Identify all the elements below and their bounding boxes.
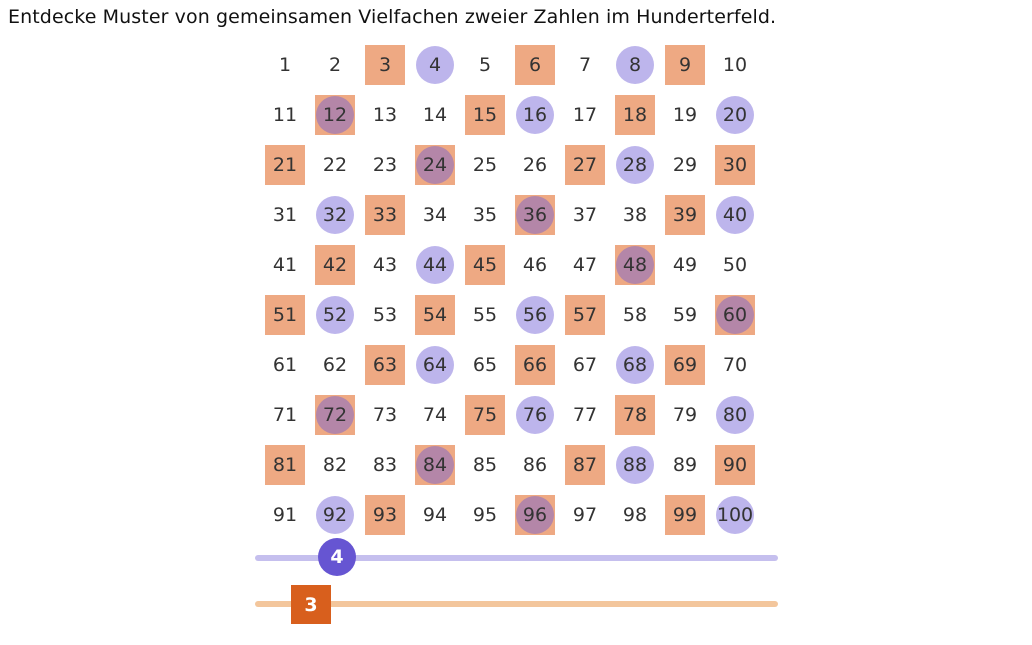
grid-cell xyxy=(510,340,560,390)
cell-number: 84 xyxy=(422,454,448,476)
cell-number: 32 xyxy=(322,204,348,226)
grid-cell xyxy=(460,140,510,190)
cell-number: 38 xyxy=(622,204,648,226)
cell-number: 88 xyxy=(622,454,648,476)
grid-cell xyxy=(560,90,610,140)
cell-number: 57 xyxy=(572,304,598,326)
cell-number: 19 xyxy=(672,104,698,126)
grid-cell xyxy=(410,90,460,140)
cell-number: 37 xyxy=(572,204,598,226)
grid-cell xyxy=(260,390,310,440)
grid-cell xyxy=(460,490,510,540)
cell-number: 76 xyxy=(522,404,548,426)
grid-cell xyxy=(360,90,410,140)
cell-number: 62 xyxy=(322,354,348,376)
grid-cell xyxy=(510,490,560,540)
cell-number: 9 xyxy=(678,54,692,76)
grid-cell xyxy=(360,40,410,90)
cell-number: 56 xyxy=(522,304,548,326)
cell-number: 66 xyxy=(522,354,548,376)
cell-number: 17 xyxy=(572,104,598,126)
grid-cell xyxy=(610,140,660,190)
grid-cell xyxy=(560,40,610,90)
grid-cell xyxy=(260,140,310,190)
cell-number: 1 xyxy=(278,54,292,76)
cell-number: 61 xyxy=(272,354,298,376)
cell-number: 34 xyxy=(422,204,448,226)
grid-cell xyxy=(660,90,710,140)
grid-cell xyxy=(410,140,460,190)
grid-cell xyxy=(610,440,660,490)
cell-number: 73 xyxy=(372,404,398,426)
cell-number: 13 xyxy=(372,104,398,126)
cell-number: 39 xyxy=(672,204,698,226)
cell-number: 68 xyxy=(622,354,648,376)
cell-number: 49 xyxy=(672,254,698,276)
cell-number: 86 xyxy=(522,454,548,476)
cell-number: 52 xyxy=(322,304,348,326)
grid-cell xyxy=(560,140,610,190)
grid-cell xyxy=(410,340,460,390)
grid-cell xyxy=(560,440,610,490)
grid-cell xyxy=(710,90,760,140)
grid-cell xyxy=(710,40,760,90)
grid-cell xyxy=(310,40,360,90)
grid-cell xyxy=(260,340,310,390)
grid-cell xyxy=(310,90,360,140)
grid-cell xyxy=(610,490,660,540)
grid-cell xyxy=(310,390,360,440)
grid-cell xyxy=(710,140,760,190)
cell-number: 6 xyxy=(528,54,542,76)
cell-number: 95 xyxy=(472,504,498,526)
grid-cell xyxy=(510,240,560,290)
cell-number: 93 xyxy=(372,504,398,526)
cell-number: 65 xyxy=(472,354,498,376)
grid-cell xyxy=(710,490,760,540)
grid-cell xyxy=(310,240,360,290)
cell-number: 25 xyxy=(472,154,498,176)
grid-cell xyxy=(460,190,510,240)
cell-number: 41 xyxy=(272,254,298,276)
cell-number: 15 xyxy=(472,104,498,126)
cell-number: 79 xyxy=(672,404,698,426)
cell-number: 46 xyxy=(522,254,548,276)
cell-number: 24 xyxy=(422,154,448,176)
grid-cell xyxy=(410,240,460,290)
grid-cell xyxy=(560,340,610,390)
grid-cell xyxy=(610,190,660,240)
grid-cell xyxy=(410,440,460,490)
cell-number: 96 xyxy=(522,504,548,526)
grid-cell xyxy=(710,240,760,290)
cell-number: 90 xyxy=(722,454,748,476)
cell-number: 44 xyxy=(422,254,448,276)
cell-number: 69 xyxy=(672,354,698,376)
cell-number: 42 xyxy=(322,254,348,276)
grid-cell xyxy=(660,140,710,190)
grid-cell xyxy=(460,390,510,440)
grid-cell xyxy=(410,40,460,90)
cell-number: 21 xyxy=(272,154,298,176)
grid-cell xyxy=(360,290,410,340)
cell-number: 28 xyxy=(622,154,648,176)
cell-number: 100 xyxy=(716,504,754,526)
cell-number: 67 xyxy=(572,354,598,376)
cell-number: 29 xyxy=(672,154,698,176)
grid-cell xyxy=(610,340,660,390)
cell-number: 18 xyxy=(622,104,648,126)
cell-number: 11 xyxy=(272,104,298,126)
grid-cell xyxy=(260,290,310,340)
cell-number: 45 xyxy=(472,254,498,276)
cell-number: 33 xyxy=(372,204,398,226)
cell-number: 59 xyxy=(672,304,698,326)
grid-cell xyxy=(260,240,310,290)
cell-number: 99 xyxy=(672,504,698,526)
task-title: Entdecke Muster von gemeinsamen Vielfachen zweier Zahlen im Hunderterfeld. xyxy=(8,6,777,28)
grid-cell xyxy=(610,290,660,340)
cell-number: 23 xyxy=(372,154,398,176)
cell-number: 75 xyxy=(472,404,498,426)
grid-cell xyxy=(660,290,710,340)
cell-number: 55 xyxy=(472,304,498,326)
cell-number: 4 xyxy=(428,54,442,76)
square-slider-handle[interactable]: 3 xyxy=(291,585,331,624)
grid-cell xyxy=(360,340,410,390)
cell-number: 97 xyxy=(572,504,598,526)
grid-cell xyxy=(510,390,560,440)
grid-cell xyxy=(560,490,610,540)
grid-cell xyxy=(360,490,410,540)
grid-cell xyxy=(710,340,760,390)
grid-cell xyxy=(460,90,510,140)
cell-number: 71 xyxy=(272,404,298,426)
grid-cell xyxy=(260,90,310,140)
grid-cell xyxy=(660,390,710,440)
cell-number: 26 xyxy=(522,154,548,176)
cell-number: 14 xyxy=(422,104,448,126)
cell-number: 74 xyxy=(422,404,448,426)
grid-cell xyxy=(410,290,460,340)
grid-cell xyxy=(260,440,310,490)
grid-cell xyxy=(360,190,410,240)
cell-number: 5 xyxy=(478,54,492,76)
cell-number: 7 xyxy=(578,54,592,76)
cell-number: 80 xyxy=(722,404,748,426)
cell-number: 83 xyxy=(372,454,398,476)
grid-cell xyxy=(460,290,510,340)
grid-cell xyxy=(310,290,360,340)
cell-number: 27 xyxy=(572,154,598,176)
cell-number: 85 xyxy=(472,454,498,476)
cell-number: 89 xyxy=(672,454,698,476)
cell-number: 64 xyxy=(422,354,448,376)
cell-number: 51 xyxy=(272,304,298,326)
grid-cell xyxy=(460,340,510,390)
cell-number: 63 xyxy=(372,354,398,376)
cell-number: 70 xyxy=(722,354,748,376)
cell-number: 16 xyxy=(522,104,548,126)
cell-number: 48 xyxy=(622,254,648,276)
cell-number: 87 xyxy=(572,454,598,476)
cell-number: 60 xyxy=(722,304,748,326)
grid-cell xyxy=(360,140,410,190)
cell-number: 81 xyxy=(272,454,298,476)
grid-cell xyxy=(310,490,360,540)
grid-cell xyxy=(610,240,660,290)
grid-cell xyxy=(510,140,560,190)
grid-cell xyxy=(260,40,310,90)
cell-number: 53 xyxy=(372,304,398,326)
cell-number: 47 xyxy=(572,254,598,276)
cell-number: 94 xyxy=(422,504,448,526)
grid-cell xyxy=(260,190,310,240)
cell-number: 78 xyxy=(622,404,648,426)
grid-cell xyxy=(510,40,560,90)
grid-cell xyxy=(560,190,610,240)
grid-cell xyxy=(560,390,610,440)
cell-number: 22 xyxy=(322,154,348,176)
grid-cell xyxy=(610,90,660,140)
grid-cell xyxy=(510,90,560,140)
grid-cell xyxy=(310,340,360,390)
grid-cell xyxy=(360,440,410,490)
grid-cell xyxy=(610,390,660,440)
grid-cell xyxy=(510,190,560,240)
grid-cell xyxy=(410,490,460,540)
cell-number: 12 xyxy=(322,104,348,126)
grid-cell xyxy=(260,490,310,540)
cell-number: 50 xyxy=(722,254,748,276)
grid-cell xyxy=(510,290,560,340)
grid-cell xyxy=(460,440,510,490)
grid-cell xyxy=(610,40,660,90)
grid-cell xyxy=(660,190,710,240)
cell-number: 8 xyxy=(628,54,642,76)
grid-cell xyxy=(510,440,560,490)
cell-number: 3 xyxy=(378,54,392,76)
grid-cell xyxy=(310,190,360,240)
grid-cell xyxy=(660,440,710,490)
cell-number: 36 xyxy=(522,204,548,226)
cell-number: 82 xyxy=(322,454,348,476)
grid-cell xyxy=(710,290,760,340)
grid-cell xyxy=(660,490,710,540)
grid-cell xyxy=(460,240,510,290)
cell-number: 58 xyxy=(622,304,648,326)
cell-number: 54 xyxy=(422,304,448,326)
cell-number: 35 xyxy=(472,204,498,226)
grid-cell xyxy=(460,40,510,90)
grid-cell xyxy=(360,240,410,290)
grid-cell xyxy=(410,390,460,440)
grid-cell xyxy=(310,440,360,490)
circle-slider-handle[interactable]: 4 xyxy=(318,538,356,576)
grid-cell xyxy=(560,240,610,290)
cell-number: 77 xyxy=(572,404,598,426)
grid-cell xyxy=(710,390,760,440)
cell-number: 20 xyxy=(722,104,748,126)
grid-cell xyxy=(560,290,610,340)
cell-number: 98 xyxy=(622,504,648,526)
grid-cell xyxy=(660,40,710,90)
cell-number: 31 xyxy=(272,204,298,226)
grid-cell xyxy=(710,440,760,490)
square-slider-track[interactable] xyxy=(255,601,778,607)
cell-number: 72 xyxy=(322,404,348,426)
grid-cell xyxy=(360,390,410,440)
cell-number: 43 xyxy=(372,254,398,276)
grid-cell xyxy=(660,340,710,390)
cell-number: 92 xyxy=(322,504,348,526)
cell-number: 2 xyxy=(328,54,342,76)
cell-number: 40 xyxy=(722,204,748,226)
cell-number: 91 xyxy=(272,504,298,526)
grid-cell xyxy=(710,190,760,240)
hundred-chart xyxy=(260,40,760,540)
grid-cell xyxy=(660,240,710,290)
cell-number: 10 xyxy=(722,54,748,76)
grid-cell xyxy=(410,190,460,240)
grid-cell xyxy=(310,140,360,190)
cell-number: 30 xyxy=(722,154,748,176)
